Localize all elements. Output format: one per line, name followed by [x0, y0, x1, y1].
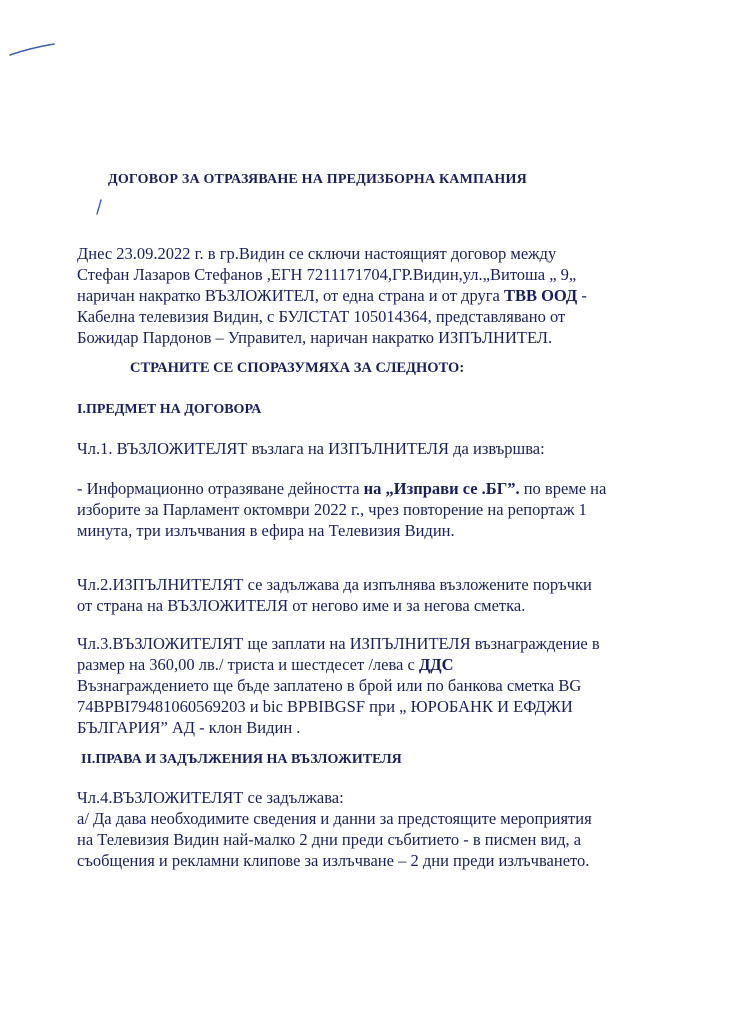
article-2-line-1: Чл.2.ИЗПЪЛНИТЕЛЯТ се задължава да изпълнява възложените поръчки [77, 575, 592, 594]
article-2 [77, 574, 677, 616]
document-title: ДОГОВОР ЗА ОТРАЗЯВАНЕ НА ПРЕДИЗБОРНА КАМПАНИЯ [108, 172, 527, 187]
article-1 [77, 438, 677, 459]
intro-line-4: Кабелна телевизия Видин, с БУЛСТАТ 105014364, представлявано от [77, 307, 566, 326]
article-3-line-5: БЪЛГАРИЯ” АД - клон Видин . [77, 718, 301, 737]
vat-label: ДДС [418, 655, 454, 674]
article-2-line-2: от страна на ВЪЗЛОЖИТЕЛЯ от негово име и за негова сметка. [77, 596, 526, 615]
article-3-line-4: 74BPBI79481060569203 и bic BPBIBGSF при „ ЮРОБАНК И ЕФДЖИ [77, 697, 573, 716]
intro-line-1: Днес 23.09.2022 г. в гр.Видин се сключи настоящият договор между [77, 244, 557, 263]
party-name: на „Изправи се .БГ”. [363, 479, 520, 498]
article-1-item-line-3: минута, три излъчвания в ефира на Телевизия Видин. [77, 521, 455, 540]
article-4-line-1: Чл.4.ВЪЗЛОЖИТЕЛЯТ се задължава: [77, 788, 344, 807]
article-1-item-line-2: изборите за Парламент октомври 2022 г., чрез повторение на репортаж 1 [77, 500, 587, 519]
article-3 [77, 633, 677, 738]
intro-line-2: Стефан Лазаров Стефанов ,ЕГН 7211171704,ГР.Видин,ул.„Витоша „ 9„ [77, 265, 577, 284]
pen-tick-mark [94, 198, 104, 218]
article-1-item [77, 478, 677, 541]
article-1-line: Чл.1. ВЪЗЛОЖИТЕЛЯТ възлага на ИЗПЪЛНИТЕЛЯ да извършва: [77, 439, 545, 458]
intro-paragraph [77, 243, 677, 348]
article-3-line-2: размер на 360,00 лв./ триста и шестдесет /лева с ДДС [77, 655, 454, 674]
article-4-line-2: а/ Да дава необходимите сведения и данни за предстоящите мероприятия [77, 809, 592, 828]
pen-stroke-mark [8, 40, 58, 60]
article-4-line-4: съобщения и рекламни клипове за излъчване – 2 дни преди излъчването. [77, 851, 590, 870]
article-4-line-3: на Телевизия Видин най-малко 2 дни преди събитието - в писмен вид, а [77, 830, 582, 849]
article-4 [77, 787, 677, 871]
section-1-heading: I.ПРЕДМЕТ НА ДОГОВОРА [77, 402, 262, 417]
company-name: ТВВ ООД [503, 286, 578, 305]
section-2-heading: II.ПРАВА И ЗАДЪЛЖЕНИЯ НА ВЪЗЛОЖИТЕЛЯ [81, 752, 402, 767]
intro-line-5: Божидар Пардонов – Управител, наричан накратко ИЗПЪЛНИТЕЛ. [77, 328, 553, 347]
article-3-line-3: Възнаграждението ще бъде заплатено в брой или по банкова сметка BG [77, 676, 582, 695]
agreed-heading: СТРАНИТЕ СЕ СПОРАЗУМЯХА ЗА СЛЕДНОТО: [130, 360, 465, 376]
article-3-line-1: Чл.3.ВЪЗЛОЖИТЕЛЯТ ще заплати на ИЗПЪЛНИТЕЛЯ възнаграждение в [77, 634, 600, 653]
intro-line-3: наричан накратко ВЪЗЛОЖИТЕЛ, от една страна и от друга ТВВ ООД - [77, 286, 587, 305]
article-1-item-line-1: - Информационно отразяване дейността на „Изправи се .БГ”. по време на [77, 479, 607, 498]
